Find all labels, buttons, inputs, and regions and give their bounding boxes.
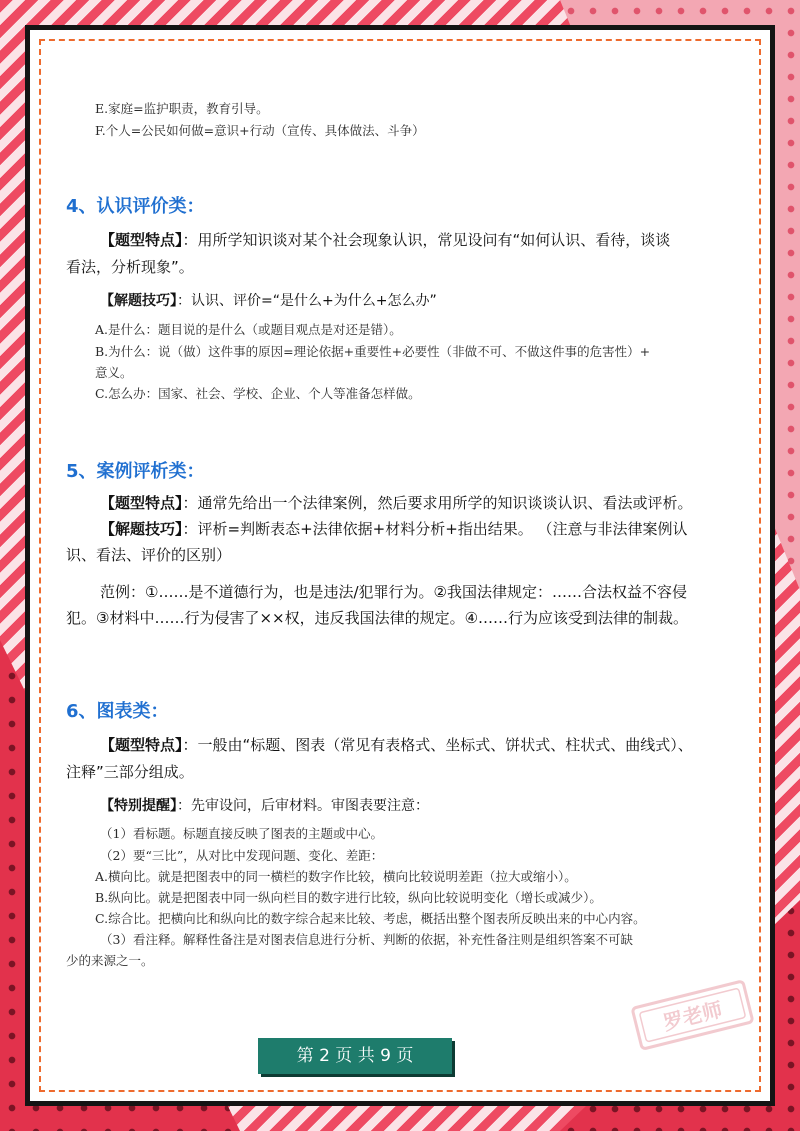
s5-feature-line bbox=[100, 492, 693, 513]
s4-line-b-1: B.为什么：说（做）这件事的原因=理论依据+重要性+必要性（非做不可、不做这件事的危害性）+ bbox=[95, 344, 651, 359]
s6-tip-line bbox=[100, 795, 429, 815]
s5-tip-line-2: 识、看法、评价的区别） bbox=[66, 546, 232, 564]
line-family: E.家庭=监护职责，教育引导。 bbox=[95, 101, 269, 116]
line-individual: F.个人=公民如何做=意识+行动（宣传、具体做法、斗争） bbox=[95, 123, 425, 138]
s4-line-b-2: 意义。 bbox=[95, 365, 133, 380]
stamp-text: 罗老师 bbox=[660, 997, 725, 1035]
s6-line-c: C.综合比。把横向比和纵向比的数字综合起来比较、考虑，概括出整个图表所反映出来的中心内容。 bbox=[95, 911, 646, 926]
s5-tip-text-1: ：评析=判断表态+法律依据+材料分析+指出结果。 （注意与非法律案例认 bbox=[182, 520, 688, 538]
s6-line-a: A.横向比。就是把图表中的同一横栏的数字作比较，横向比较说明差距（拉大或缩小）。 bbox=[95, 869, 577, 884]
s6-feature-line-1 bbox=[100, 734, 693, 755]
s6-feature-line-2: 注释”三部分组成。 bbox=[66, 763, 194, 781]
s5-feature-label: 【题型特点】 bbox=[100, 494, 183, 512]
page-number-label: 第 2 页 共 9 页 bbox=[296, 1046, 414, 1066]
s4-line-a: A.是什么：题目说的是什么（或题目观点是对还是错）。 bbox=[95, 322, 402, 337]
s5-example-line-2: 犯。③材料中……行为侵害了××权，违反我国法律的规定。④……行为应该受到法律的制裁。 bbox=[66, 609, 689, 627]
teacher-stamp-watermark bbox=[628, 972, 758, 1062]
s6-line-3-1: （3）看注释。解释性备注是对图表信息进行分析、判断的依据，补充性备注则是组织答案不可缺 bbox=[100, 932, 633, 947]
s6-line-1: （1）看标题。标题直接反映了图表的主题或中心。 bbox=[100, 826, 383, 841]
s5-tip-line-1 bbox=[100, 518, 688, 539]
s5-example-line-1: 范例：①……是不道德行为，也是违法/犯罪行为。②我国法律规定：……合法权益不容侵 bbox=[100, 583, 687, 601]
s6-line-3-2: 少的来源之一。 bbox=[66, 953, 154, 968]
s4-tip-text: ：认识、评价=“是什么+为什么+怎么办” bbox=[177, 293, 437, 309]
s4-feature-text-1: ：用所学知识谈对某个社会现象认识，常见设问有“如何认识、看待，谈谈 bbox=[182, 231, 671, 249]
s6-line-b: B.纵向比。就是把图表中同一纵向栏目的数字进行比较，纵向比较说明变化（增长或减少）。 bbox=[95, 890, 602, 905]
s4-tip-label: 【解题技巧】 bbox=[100, 293, 177, 309]
s6-feature-text-1: ：一般由“标题、图表（常见有表格式、坐标式、饼状式、柱状式、曲线式）、 bbox=[182, 736, 693, 754]
s5-tip-label: 【解题技巧】 bbox=[100, 520, 183, 538]
s6-feature-label: 【题型特点】 bbox=[100, 736, 183, 754]
heading-section-6: 6、图表类： bbox=[66, 701, 169, 722]
s4-feature-line-1 bbox=[100, 229, 670, 250]
s6-line-2: （2）要“三比”，从对比中发现问题、变化、差距： bbox=[100, 848, 384, 863]
s4-line-c: C.怎么办：国家、社会、学校、企业、个人等准备怎样做。 bbox=[95, 386, 421, 401]
s5-feature-text: ：通常先给出一个法律案例，然后要求用所学的知识谈谈认识、看法或评析。 bbox=[182, 494, 693, 512]
s6-tip-text: ：先审设问，后审材料。审图表要注意： bbox=[177, 798, 429, 814]
s4-tip-line bbox=[100, 290, 437, 310]
s6-tip-label: 【特别提醒】 bbox=[100, 798, 177, 814]
heading-section-4: 4、认识评价类： bbox=[66, 196, 205, 217]
s4-feature-line-2: 看法，分析现象”。 bbox=[66, 258, 194, 276]
s4-feature-label: 【题型特点】 bbox=[100, 231, 183, 249]
heading-section-5: 5、案例评析类： bbox=[66, 461, 205, 482]
